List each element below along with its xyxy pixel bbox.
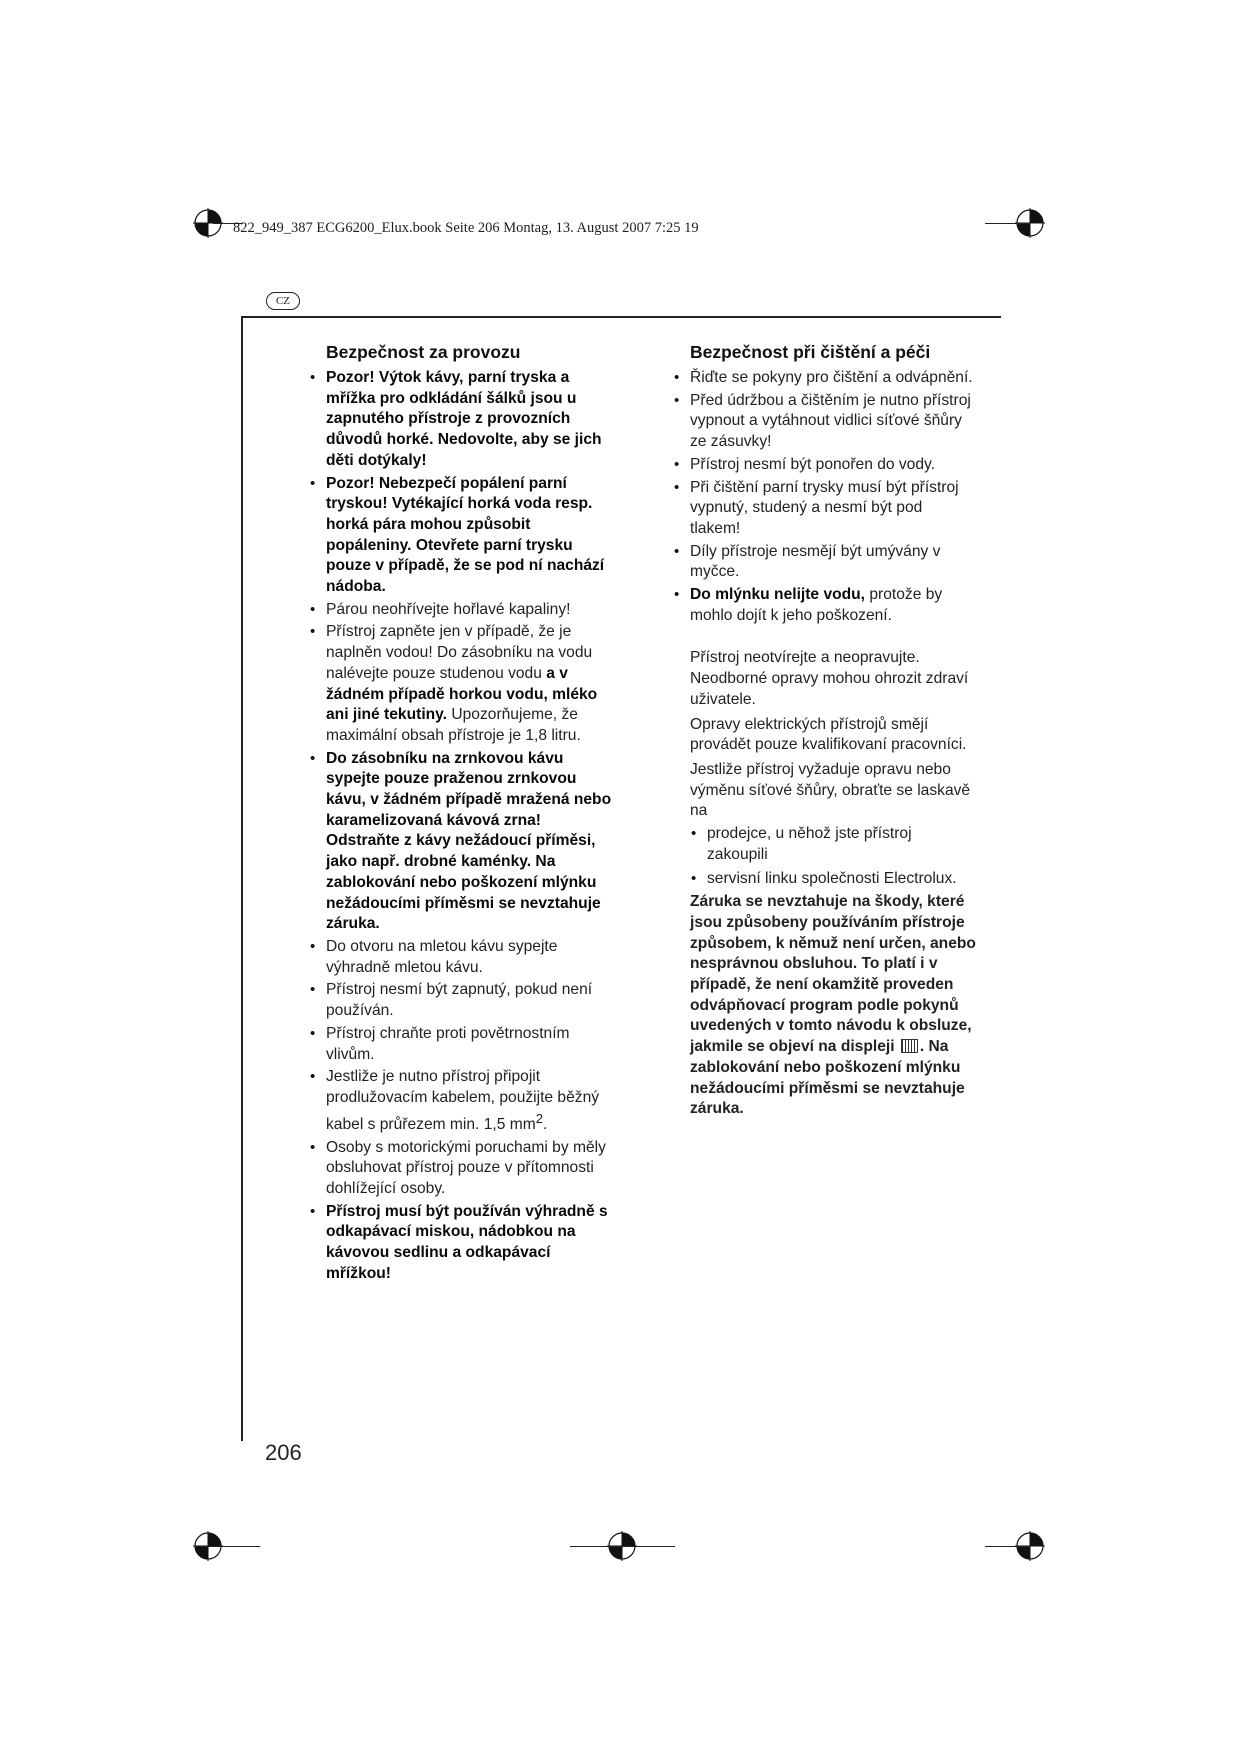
crop-mark-line bbox=[570, 1546, 675, 1547]
item-text: Párou neohřívejte hořlavé kapaliny! bbox=[326, 600, 571, 618]
section-heading-operation-safety: Bezpečnost za provozu bbox=[326, 342, 521, 362]
warranty-text: Záruka se nevztahuje na škody, které jsou způsobeny používáním přístroje způsobem, k němuž není určen, anebo nesprávnou obsluhou. To platí i v případě, že není okamžitě proveden odvápňovací program podle pokynů uvedených v tomto návodu k obsluze, jakmile se objeví na displeji bbox=[690, 893, 976, 1056]
page-number: 206 bbox=[265, 1440, 302, 1465]
bold-text: Pozor! Nebezpečí popálení parní tryskou! Vytékající horká voda resp. horká pára mohou způsobit popáleniny. Otevřete parní trysku pouze v případě, že se pod ní nachází nádoba. bbox=[326, 474, 605, 596]
superscript: 2 bbox=[535, 1110, 543, 1126]
list-item bbox=[306, 1138, 612, 1200]
left-column bbox=[306, 341, 612, 1284]
bold-text: a v žádném případě horkou vodu, mléko ani jiné tekutiny. bbox=[326, 664, 598, 724]
right-column bbox=[670, 341, 976, 1120]
top-rule bbox=[241, 316, 1001, 318]
qualified-repair-paragraph: Opravy elektrických přístrojů smějí provádět pouze kvalifikovaní pracovníci. bbox=[690, 715, 967, 754]
cleaning-safety-list bbox=[670, 368, 976, 626]
item-text: protože by mohlo dojít k jeho poškození. bbox=[690, 586, 943, 624]
item-text: Přístroj nesmí být ponořen do vody. bbox=[690, 455, 935, 473]
list-item bbox=[670, 585, 976, 626]
operation-safety-list bbox=[306, 368, 612, 1284]
item-text: Před údržbou a čištěním je nutno přístroj vypnout a vytáhnout vidlici síťové šňůry ze zásuvky! bbox=[690, 391, 971, 451]
list-item bbox=[306, 622, 612, 746]
list-item bbox=[306, 1067, 612, 1135]
list-item bbox=[306, 368, 612, 472]
item-text: Upozorňujeme, že maximální obsah přístroje je 1,8 litru. bbox=[326, 706, 581, 744]
bold-text: Pozor! Výtok kávy, parní tryska a mřížka pro odkládání šálků jsou u zapnutého přístroje z provozních důvodů horké. Nedovolte, aby se jich děti dotýkaly! bbox=[326, 369, 602, 469]
print-header: 822_949_387 ECG6200_Elux.book Seite 206 Montag, 13. August 2007 7:25 19 bbox=[233, 220, 699, 236]
item-text: Při čištění parní trysky musí být přístroj vypnutý, studený a nesmí být pod tlakem! bbox=[690, 478, 959, 537]
bold-text: Do mlýnku nelijte vodu, bbox=[690, 586, 866, 604]
contact-paragraph: Jestliže přístroj vyžaduje opravu nebo výměnu síťové šňůry, obraťte se laskavě na bbox=[690, 760, 971, 820]
bold-text: Přístroj musí být používán výhradně s odkapávací miskou, nádobkou na kávovou sedlinu a odkapávací mřížkou! bbox=[326, 1202, 608, 1282]
warranty-text: . Na zablokování nebo poškození mlýnku nežádoucími příměsmi se nevztahuje záruka. bbox=[690, 1038, 965, 1118]
item-text: Přístroj chraňte proti povětrnostním vlivům. bbox=[326, 1024, 570, 1063]
list-item bbox=[670, 391, 976, 453]
item-text: Osoby s motorickými poruchami by měly obsluhovat přístroj pouze v přítomnosti dohlížející osoby. bbox=[326, 1138, 606, 1197]
list-item bbox=[306, 980, 612, 1021]
item-text: . bbox=[542, 1115, 548, 1133]
bold-text: Do zásobníku na zrnkovou kávu sypejte pouze praženou zrnkovou kávu, v žádném případě mražená nebo karamelizovaná kávová zrna! Odstraňte z kávy nežádoucí příměsi, jako např. drobné kaménky. Na zablokování nebo poškození mlýnku nežádoucími příměsmi se nevztahuje záruka. bbox=[326, 749, 612, 933]
list-item bbox=[306, 474, 612, 598]
language-badge: CZ bbox=[266, 292, 300, 310]
crop-mark-line bbox=[985, 223, 1030, 224]
item-text: Jestliže je nutno přístroj připojit prodlužovacím kabelem, použijte běžný kabel s průřezem min. 1,5 mm bbox=[326, 1068, 600, 1133]
list-item bbox=[306, 1202, 612, 1285]
list-item bbox=[670, 368, 976, 389]
repair-paragraph: Přístroj neotvírejte a neopravujte. Neodborné opravy mohou ohrozit zdraví uživatele. bbox=[690, 649, 969, 708]
item-text: Do otvoru na mletou kávu sypejte výhradně mletou kávu. bbox=[326, 937, 558, 976]
item-text: Přístroj nesmí být zapnutý, pokud není používán. bbox=[326, 981, 593, 1020]
warranty-paragraph bbox=[690, 892, 976, 1120]
list-item bbox=[306, 600, 612, 621]
list-item bbox=[670, 455, 976, 476]
list-item bbox=[670, 478, 976, 540]
section-heading-cleaning-safety: Bezpečnost při čištění a péči bbox=[690, 342, 931, 362]
list-item bbox=[306, 749, 612, 935]
side-rule bbox=[241, 316, 243, 1441]
descaling-display-icon bbox=[901, 1039, 918, 1053]
list-item bbox=[306, 937, 612, 978]
crop-mark-line bbox=[985, 1546, 1030, 1547]
list-item: • servisní linku společnosti Electrolux. bbox=[670, 869, 976, 890]
item-text: Přístroj zapněte jen v případě, že je naplněn vodou! Do zásobníku na vodu nalévejte pouze studenou vodu bbox=[326, 623, 593, 682]
crop-mark-line bbox=[200, 1546, 260, 1547]
list-item bbox=[306, 1024, 612, 1065]
list-item: • prodejce, u něhož jste přístroj zakoupili bbox=[670, 824, 976, 865]
list-item bbox=[670, 542, 976, 583]
contact-list bbox=[670, 824, 976, 890]
item-text: Řiďte se pokyny pro čištění a odvápnění. bbox=[690, 369, 973, 386]
item-text: Díly přístroje nesmějí být umývány v myčce. bbox=[690, 542, 941, 581]
